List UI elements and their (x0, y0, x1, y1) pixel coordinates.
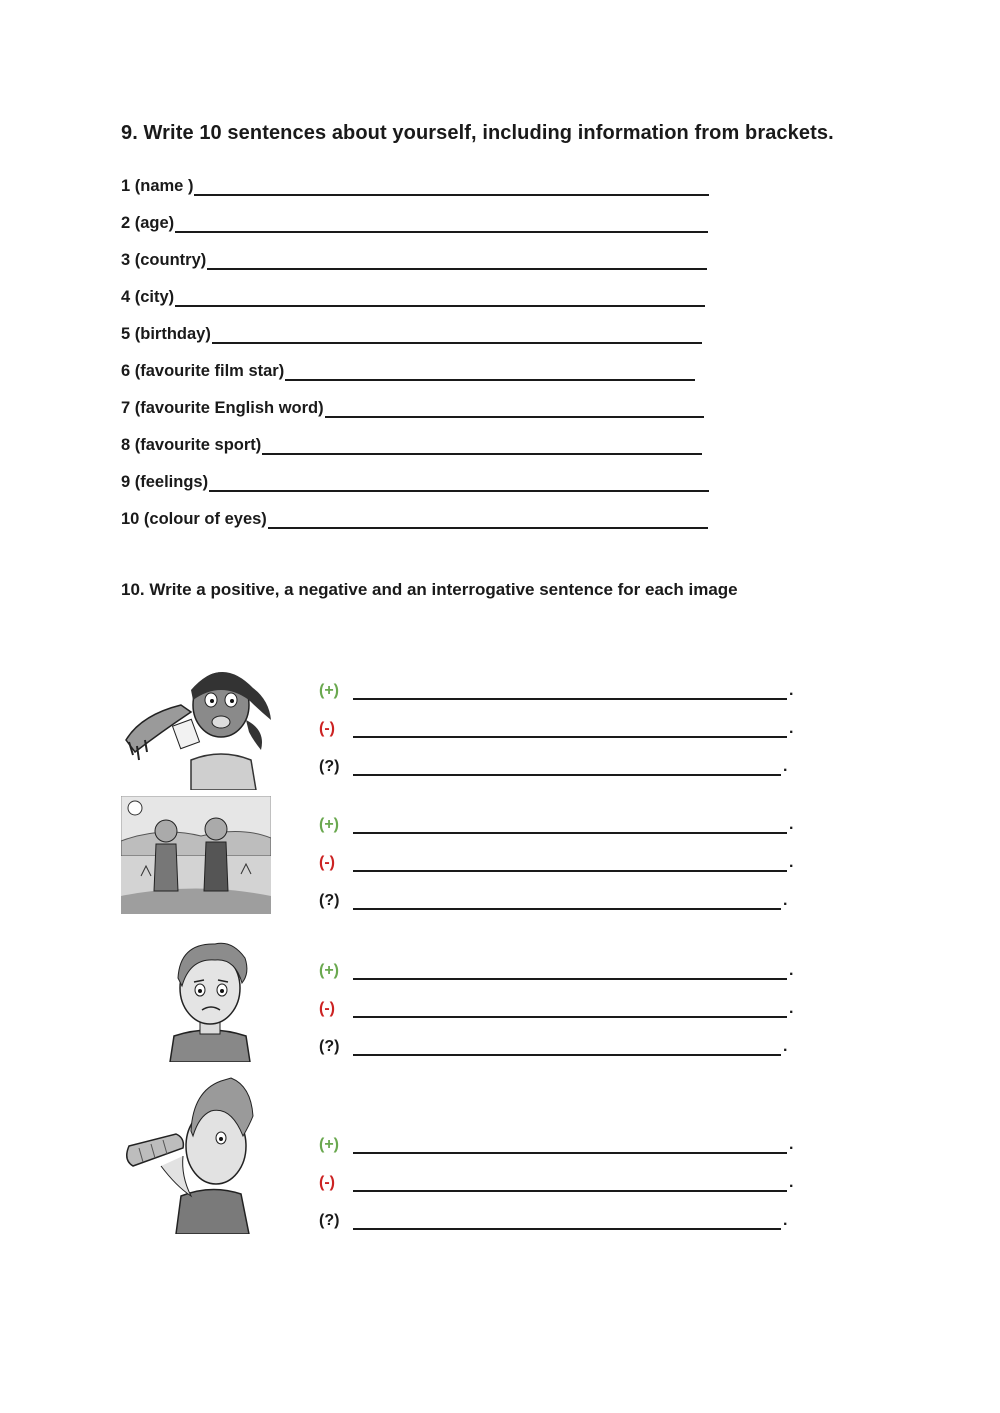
answer-line[interactable] (353, 1134, 787, 1154)
positive-marker: (+) (319, 1136, 339, 1153)
boy-drinking-image (121, 1076, 271, 1234)
answer-group (319, 796, 799, 910)
negative-marker: (-) (319, 1174, 335, 1191)
end-mark: . (789, 1000, 794, 1017)
negative-sentence-row (319, 1154, 799, 1192)
answer-group (319, 662, 799, 776)
answer-line[interactable] (353, 960, 787, 980)
question-marker: (?) (319, 1212, 340, 1229)
end-mark: . (783, 1212, 788, 1229)
negative-marker: (-) (319, 1000, 335, 1017)
end-mark: . (789, 854, 794, 871)
item-label: 10 (colour of eyes) (121, 510, 267, 528)
sentence-item (121, 172, 709, 196)
item-label: 4 (city) (121, 288, 175, 306)
negative-marker: (-) (319, 720, 335, 737)
end-mark: . (789, 1136, 794, 1153)
negative-marker: (-) (319, 854, 335, 871)
answer-line[interactable] (285, 361, 695, 381)
sentence-item (121, 468, 709, 492)
question-marker: (?) (319, 892, 340, 909)
answer-line[interactable] (209, 472, 709, 492)
item-label: 5 (birthday) (121, 325, 211, 343)
sad-boy-image (160, 938, 260, 1062)
item-label: 7 (favourite English word) (121, 399, 324, 417)
negative-sentence-row (319, 980, 799, 1018)
answer-line[interactable] (353, 852, 787, 872)
question-sentence-row (319, 738, 799, 776)
positive-marker: (+) (319, 816, 339, 833)
answer-line[interactable] (353, 814, 787, 834)
question-sentence-row (319, 1018, 799, 1056)
answer-line[interactable] (353, 1210, 781, 1230)
item-label: 2 (age) (121, 214, 175, 232)
answer-group (319, 1116, 799, 1230)
answer-line[interactable] (212, 324, 702, 344)
positive-sentence-row (319, 796, 799, 834)
answer-line[interactable] (353, 756, 781, 776)
girl-eating-sandwich-image (121, 660, 271, 790)
positive-marker: (+) (319, 682, 339, 699)
sentence-item (121, 246, 707, 270)
answer-line[interactable] (268, 509, 708, 529)
positive-sentence-row (319, 1116, 799, 1154)
question-sentence-row (319, 872, 799, 910)
end-mark: . (783, 1038, 788, 1055)
item-label: 3 (country) (121, 251, 207, 269)
end-mark: . (789, 682, 794, 699)
answer-line[interactable] (175, 213, 708, 233)
answer-line[interactable] (175, 287, 705, 307)
answer-line[interactable] (353, 998, 787, 1018)
answer-line[interactable] (353, 680, 787, 700)
end-mark: . (789, 816, 794, 833)
end-mark: . (783, 758, 788, 775)
negative-sentence-row (319, 834, 799, 872)
answer-line[interactable] (194, 176, 709, 196)
exercise-10-title: 10. Write a positive, a negative and an interrogative sentence for each image (121, 580, 738, 599)
answer-line[interactable] (207, 250, 707, 270)
sentence-item (121, 320, 702, 344)
end-mark: . (789, 1174, 794, 1191)
end-mark: . (789, 720, 794, 737)
boys-on-beach-image (121, 796, 271, 914)
answer-line[interactable] (325, 398, 704, 418)
item-label: 6 (favourite film star) (121, 362, 285, 380)
answer-line[interactable] (262, 435, 702, 455)
positive-marker: (+) (319, 962, 339, 979)
item-label: 9 (feelings) (121, 473, 209, 491)
sentence-item (121, 209, 708, 233)
answer-group (319, 942, 799, 1056)
answer-line[interactable] (353, 1036, 781, 1056)
sentence-item (121, 431, 702, 455)
negative-sentence-row (319, 700, 799, 738)
positive-sentence-row (319, 662, 799, 700)
question-sentence-row (319, 1192, 799, 1230)
sentence-item (121, 505, 708, 529)
end-mark: . (789, 962, 794, 979)
item-label: 8 (favourite sport) (121, 436, 262, 454)
sentence-item (121, 283, 705, 307)
sentence-item (121, 394, 704, 418)
answer-line[interactable] (353, 1172, 787, 1192)
positive-sentence-row (319, 942, 799, 980)
item-label: 1 (name ) (121, 177, 194, 195)
end-mark: . (783, 892, 788, 909)
sentence-item (121, 357, 695, 381)
exercise-9-title: 9. Write 10 sentences about yourself, including information from brackets. (121, 122, 834, 144)
question-marker: (?) (319, 1038, 340, 1055)
answer-line[interactable] (353, 890, 781, 910)
question-marker: (?) (319, 758, 340, 775)
answer-line[interactable] (353, 718, 787, 738)
